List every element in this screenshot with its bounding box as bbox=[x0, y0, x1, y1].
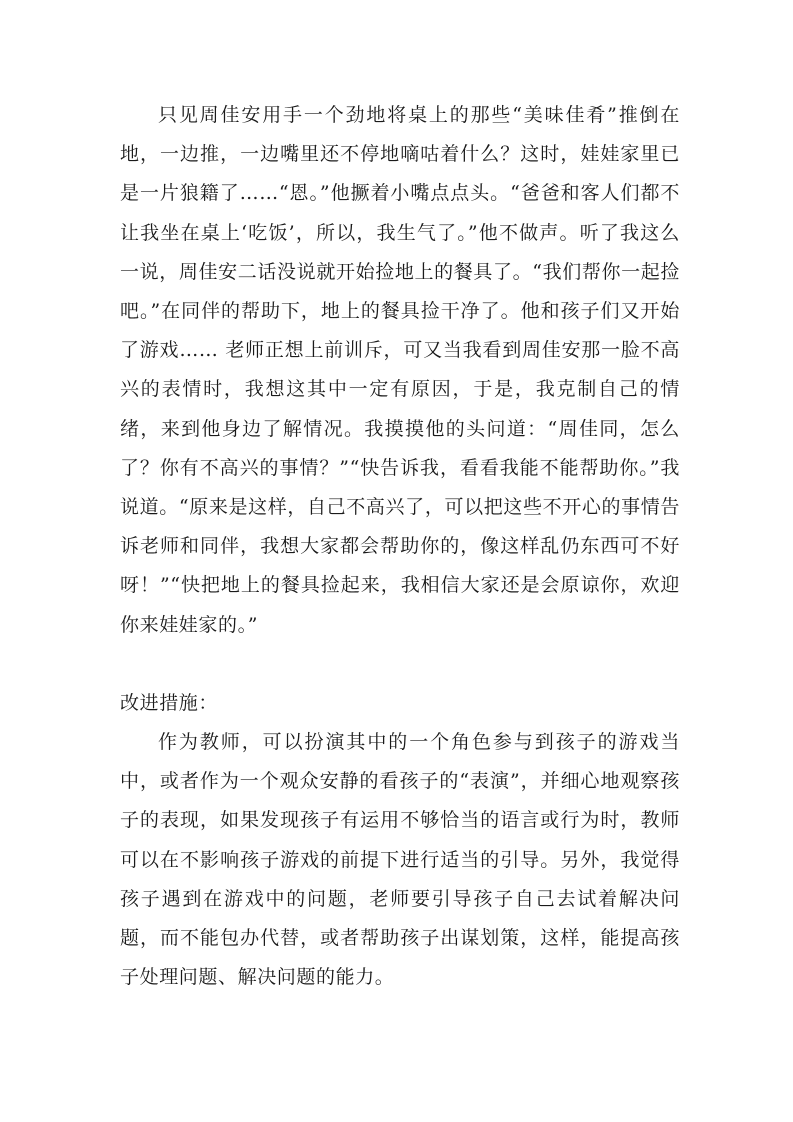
improvement-heading: 改进措施： bbox=[120, 691, 219, 714]
story-paragraph: 只见周佳安用手一个劲地将桌上的那些“美味佳肴”推倒在地，一边推，一边嘴里还不停地嘀咕着什么？这时，娃娃家里已是一片狼籍了……“恩。”他撅着小嘴点点头。“爸爸和客人们都不让我坐在桌上‘吃饭’，所以，我生气了。”他不做声。听了我这么一说，周佳安二话没说就开始捡地上的餐具了。“我们帮你一起捡吧。”在同伴的帮助下，地上的餐具捡干净了。他和孩子们又开始了游戏…… 老师正想上前训斥，可又当我看到周佳安那一脸不高兴的表情时，我想这其中一定有原因，于是，我克制自己的情绪，来到他身边了解情况。我摸摸他的头问道：“周佳同，怎么了？你有不高兴的事情？”“快告诉我，看看我能不能帮助你。”我说道。“原来是这样，自己不高兴了，可以把这些不开心的事情告诉老师和同伴，我想大家都会帮助你的，像这样乱仍东西可不好呀！”“快把地上的餐具捡起来，我相信大家还是会原谅你，欢迎你来娃娃家的。” bbox=[120, 104, 680, 636]
improvement-paragraph: 作为教师，可以扮演其中的一个角色参与到孩子的游戏当中，或者作为一个观众安静的看孩子的“表演”，并细心地观察孩子的表现，如果发现孩子有运用不够恰当的语言或行为时，教师可以在不影响孩子游戏的前提下进行适当的引导。另外，我觉得孩子遇到在游戏中的问题，老师要引导孩子自己去试着解决问题，而不能包办代替，或者帮助孩子出谋划策，这样，能提高孩子处理问题、解决问题的能力。 bbox=[120, 731, 680, 989]
document-page bbox=[120, 96, 680, 997]
paragraph-spacer bbox=[120, 645, 680, 684]
